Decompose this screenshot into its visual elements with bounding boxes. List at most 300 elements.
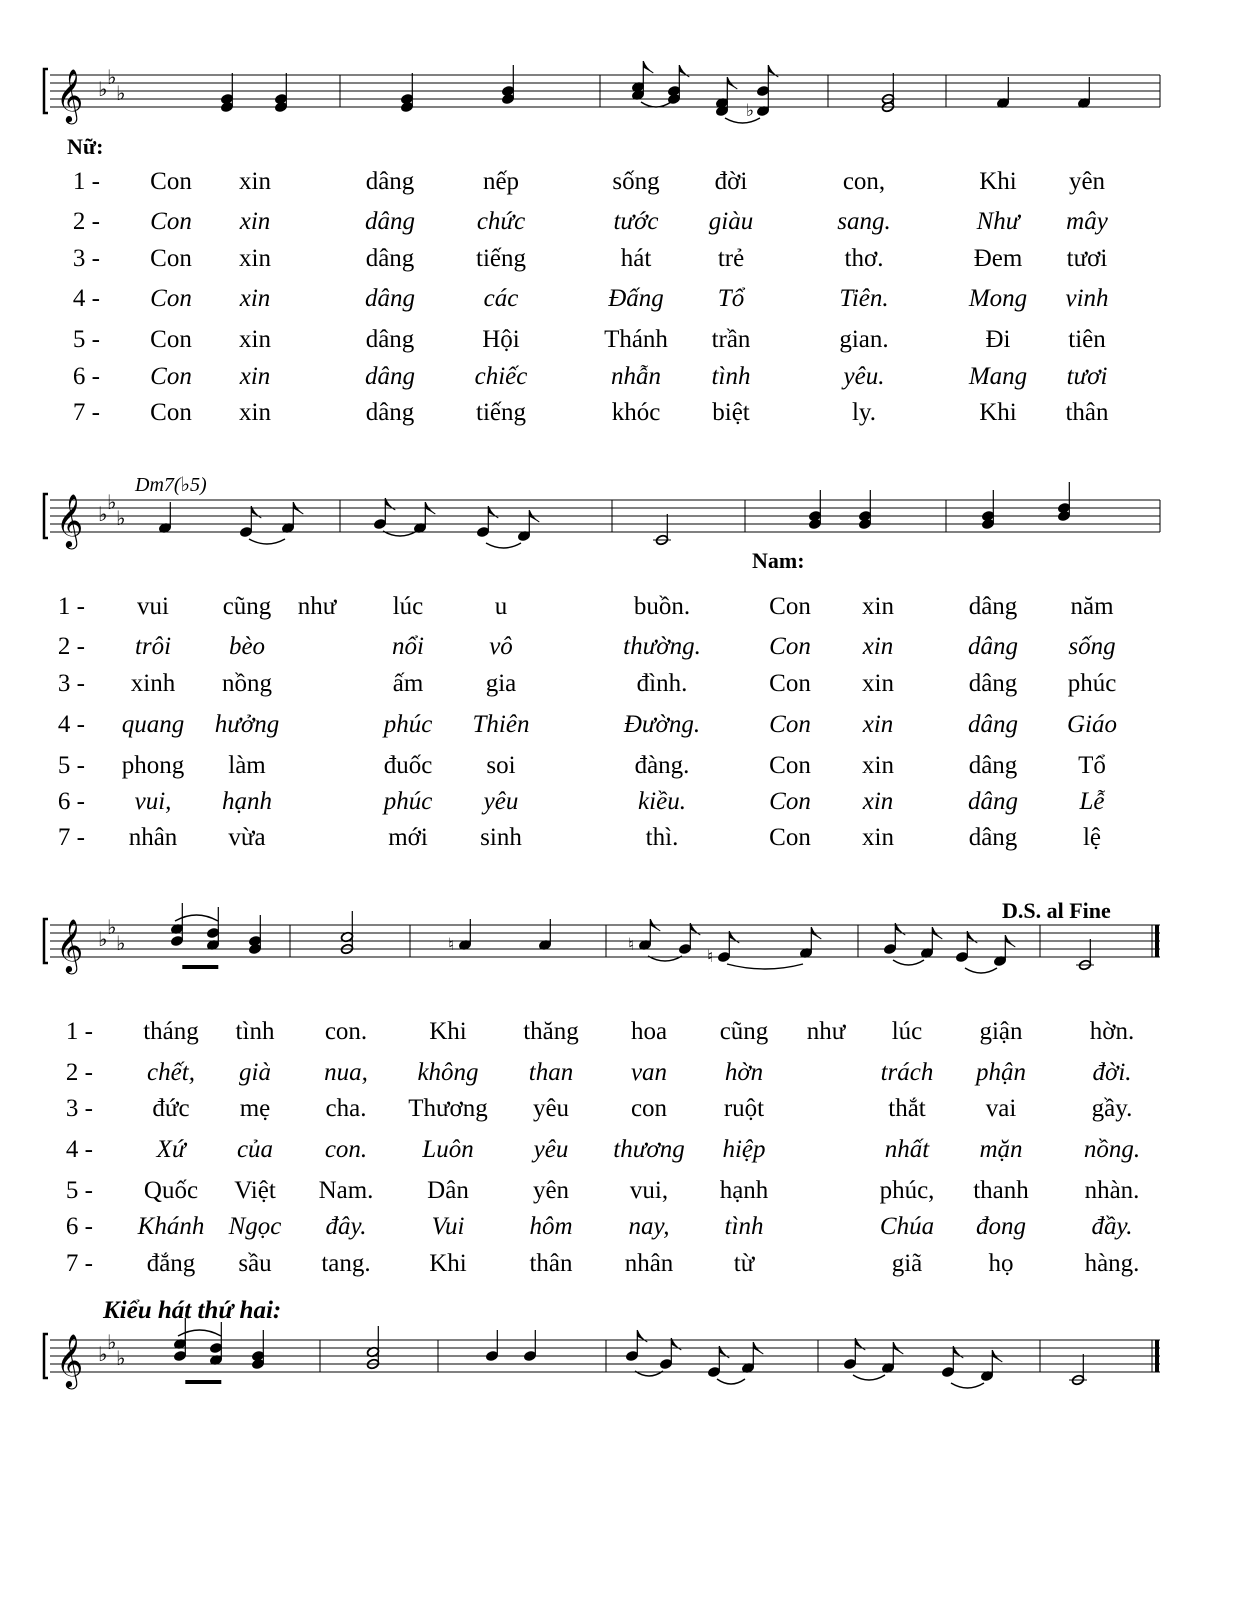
flat-icon: ♭	[107, 490, 117, 514]
natural-icon: ♮	[628, 935, 635, 955]
lyric-syllable: Khi	[979, 399, 1017, 426]
lyric-syllable: tình	[711, 363, 751, 390]
note	[448, 919, 472, 955]
note	[373, 498, 395, 530]
note	[1077, 77, 1090, 109]
notehead	[239, 526, 252, 537]
lyric-syllable: Mong	[968, 285, 1028, 312]
lyric-syllable: xin	[239, 245, 271, 272]
tie	[951, 1383, 984, 1388]
lyric-syllable: Con	[769, 752, 811, 779]
flat-icon: ♭	[107, 915, 117, 939]
lyric-syllable: xin	[862, 593, 894, 620]
verse-number: 2 -	[57, 633, 85, 660]
lyric-syllable: phong	[121, 752, 185, 779]
lyric-syllable: giàu	[708, 208, 754, 235]
lyric-syllable: nhân	[624, 1250, 674, 1277]
lyric-syllable: lúc	[392, 593, 424, 620]
note	[881, 1342, 903, 1374]
lyric-syllable: Khi	[429, 1018, 467, 1045]
tie	[893, 960, 924, 965]
lyric-syllable: gầy.	[1091, 1095, 1133, 1122]
lyric-syllable: nay,	[628, 1213, 670, 1240]
lyric-syllable: nhàn.	[1084, 1177, 1140, 1204]
lyric-syllable: chiếc	[474, 363, 528, 390]
note	[251, 1330, 264, 1370]
verse-number: 6 -	[57, 788, 85, 815]
staff-3	[40, 905, 1185, 1005]
lyric-syllable: Hội	[482, 326, 520, 353]
lyric-verse-3	[0, 1095, 1237, 1129]
note	[631, 61, 653, 101]
verse-number: 7 -	[72, 399, 100, 426]
note	[220, 73, 233, 113]
lyric-syllable: thân	[529, 1250, 573, 1277]
notehead	[625, 1350, 638, 1361]
lyric-syllable: Như	[976, 208, 1020, 235]
verse-number: 4 -	[65, 1136, 93, 1163]
verse-number: 6 -	[65, 1213, 93, 1240]
lyric-verse-5	[0, 752, 1237, 786]
lyric-syllable: hạnh	[719, 1177, 769, 1204]
flat-icon: ♭	[116, 81, 126, 105]
tie	[717, 1379, 745, 1384]
lyric-syllable: Dân	[427, 1177, 469, 1204]
tie	[725, 118, 760, 123]
lyric-syllable: thương	[613, 1136, 685, 1163]
lyric-verse-1	[0, 168, 1237, 202]
treble-clef-icon: 𝄞	[56, 1333, 84, 1387]
note	[808, 490, 821, 530]
lyric-syllable: cũng	[719, 1018, 769, 1045]
lyric-syllable: các	[483, 285, 519, 312]
note	[523, 1330, 536, 1362]
notehead	[373, 518, 386, 529]
lyric-syllable: như	[806, 1018, 846, 1045]
lyric-syllable: dâng	[968, 670, 1018, 697]
lyric-syllable: vui	[137, 593, 169, 620]
lyric-syllable: Tổ	[1078, 752, 1106, 779]
notehead	[209, 1342, 222, 1353]
lyric-syllable: tiếng	[476, 245, 526, 272]
label-female-voice: Nữ:	[67, 134, 104, 159]
notehead	[476, 526, 489, 537]
lyric-syllable: ruột	[723, 1095, 765, 1122]
lyric-syllable: Con	[769, 593, 811, 620]
note	[158, 502, 171, 534]
verse-number: 1 -	[57, 593, 85, 620]
lyric-syllable: hưởng	[214, 711, 280, 738]
lyric-syllable: vô	[489, 633, 513, 660]
lyric-syllable: vui,	[134, 788, 172, 815]
lyric-syllable: kiều.	[638, 788, 686, 815]
lyric-syllable: Con	[150, 285, 192, 312]
lyric-syllable: Mang	[968, 363, 1028, 390]
lyric-syllable: không	[417, 1059, 479, 1086]
lyric-syllable: xin	[862, 824, 894, 851]
lyric-syllable: Quốc	[143, 1177, 199, 1204]
lyric-syllable: hát	[620, 245, 652, 272]
notehead	[1057, 502, 1070, 513]
lyric-syllable: đây.	[325, 1213, 367, 1240]
lyric-syllable: Đi	[985, 326, 1011, 353]
lyric-syllable: dâng	[365, 168, 415, 195]
lyric-syllable: buồn.	[633, 593, 691, 620]
verse-number: 4 -	[72, 285, 100, 312]
flat-icon: ♭	[107, 65, 117, 89]
notehead	[274, 93, 287, 104]
note	[799, 927, 821, 959]
lyric-syllable: Đường.	[623, 711, 701, 738]
lyric-syllable: than	[528, 1059, 574, 1086]
verse-number: 5 -	[57, 752, 85, 779]
verse-number: 5 -	[65, 1177, 93, 1204]
label-male-voice: Nam:	[752, 548, 805, 573]
note	[209, 1322, 222, 1366]
second-style-heading: Kiểu hát thứ hai:	[103, 1297, 282, 1324]
lyric-syllable: tước	[613, 208, 659, 235]
note	[843, 1338, 865, 1370]
lyric-syllable: phúc	[1067, 670, 1117, 697]
lyric-syllable: xinh	[130, 670, 176, 697]
lyric-syllable: tang.	[321, 1250, 371, 1277]
lyric-syllable: con.	[324, 1136, 368, 1163]
lyric-verse-6	[0, 788, 1237, 822]
lyric-syllable: nhẫn	[611, 363, 661, 390]
lyric-syllable: xin	[239, 208, 271, 235]
note	[413, 502, 435, 534]
note	[653, 514, 671, 546]
lyric-syllable: biệt	[712, 399, 750, 426]
notehead	[883, 943, 896, 954]
notehead	[707, 1366, 720, 1377]
lyric-syllable: xin	[239, 363, 271, 390]
note	[746, 65, 778, 121]
notehead	[173, 1350, 186, 1361]
lyric-syllable: lệ	[1082, 824, 1102, 851]
lyric-syllable: con.	[324, 1018, 368, 1045]
verse-number: 2 -	[72, 208, 100, 235]
lyric-syllable: Chúa	[879, 1213, 935, 1240]
note	[281, 502, 303, 534]
treble-clef-icon: 𝄞	[56, 918, 84, 972]
lyric-syllable: vui,	[629, 1177, 669, 1204]
lyric-syllable: vinh	[1065, 285, 1109, 312]
note	[993, 935, 1015, 967]
lyric-syllable: trách	[880, 1059, 934, 1086]
lyric-syllable: sống	[612, 168, 660, 195]
lyric-syllable: tươi	[1066, 245, 1108, 272]
verse-number: 4 -	[57, 711, 85, 738]
note	[678, 923, 700, 955]
notehead	[756, 85, 769, 96]
lyric-syllable: yêu	[533, 1136, 569, 1163]
verse-number: 3 -	[65, 1095, 93, 1122]
tie	[853, 1375, 885, 1380]
lyric-syllable: nua,	[324, 1059, 368, 1086]
lyric-syllable: xin	[239, 326, 271, 353]
lyric-syllable: dâng	[968, 711, 1018, 738]
music-system-4	[40, 1320, 1185, 1420]
lyric-verse-6	[0, 1213, 1237, 1247]
lyric-syllable: hôm	[529, 1213, 573, 1240]
lyric-syllable: khóc	[611, 399, 661, 426]
treble-clef-icon: 𝄞	[56, 493, 84, 547]
note	[707, 1346, 729, 1378]
lyric-syllable: đình.	[636, 670, 688, 697]
lyric-syllable: trần	[711, 326, 751, 353]
verse-number: 3 -	[57, 670, 85, 697]
lyric-syllable: cũng	[222, 593, 272, 620]
lyric-syllable: xin	[862, 633, 894, 660]
lyric-syllable: quang	[121, 711, 185, 738]
lyric-syllable: tình	[724, 1213, 764, 1240]
lyric-syllable: Ngọc	[228, 1213, 282, 1240]
lyric-verse-4	[0, 285, 1237, 319]
lyric-syllable: hiệp	[722, 1136, 766, 1163]
lyric-syllable: yêu	[532, 1095, 570, 1122]
lyric-syllable: Đấng	[608, 285, 664, 312]
lyric-syllable: họ	[988, 1250, 1014, 1277]
flat-icon: ♭	[116, 506, 126, 530]
notehead	[220, 93, 233, 104]
flat-icon: ♭	[98, 502, 108, 526]
lyric-syllable: mẹ	[239, 1095, 271, 1122]
lyric-syllable: mặn	[979, 1136, 1023, 1163]
notehead	[981, 510, 994, 521]
lyric-syllable: tiên	[1068, 326, 1106, 353]
lyric-syllable: dâng	[365, 285, 415, 312]
lyric-syllable: Giáo	[1067, 711, 1117, 738]
lyric-syllable: thanh	[973, 1177, 1029, 1204]
notehead	[485, 1350, 498, 1361]
lyric-syllable: bèo	[228, 633, 266, 660]
lyric-syllable: Con	[150, 399, 192, 426]
staff-4	[40, 1320, 1185, 1420]
lyric-syllable: thân	[1065, 399, 1109, 426]
lyric-syllable: giã	[891, 1250, 923, 1277]
lyric-syllable: Con	[769, 633, 811, 660]
music-system-1	[40, 55, 1185, 155]
notehead	[170, 935, 183, 946]
lyric-syllable: xin	[862, 670, 894, 697]
lyric-syllable: dâng	[365, 208, 415, 235]
lyric-syllable: yên	[532, 1177, 570, 1204]
lyric-verse-5	[0, 1177, 1237, 1211]
lyric-syllable: dâng	[365, 399, 415, 426]
lyric-syllable: thường.	[623, 633, 701, 660]
lyric-syllable: dâng	[968, 593, 1018, 620]
verse-number: 6 -	[72, 363, 100, 390]
lyric-syllable: sang.	[837, 208, 891, 235]
lyric-syllable: phúc,	[879, 1177, 935, 1204]
lyric-syllable: đầy.	[1091, 1213, 1133, 1240]
lyric-syllable: Khánh	[137, 1213, 205, 1240]
lyric-verse-7	[0, 1250, 1237, 1284]
system-bracket	[44, 494, 48, 538]
notehead	[251, 1350, 264, 1361]
lyric-syllable: chức	[476, 208, 526, 235]
lyric-syllable: phận	[976, 1059, 1026, 1086]
ds-al-fine-marking: D.S. al Fine	[1002, 898, 1111, 923]
lyric-syllable: dâng	[968, 752, 1018, 779]
lyric-syllable: yêu	[483, 788, 519, 815]
lyric-syllable: Con	[769, 711, 811, 738]
flat-icon: ♭	[116, 931, 126, 955]
lyric-verse-2	[0, 208, 1237, 242]
lyric-syllable: dâng	[365, 363, 415, 390]
lyric-syllable: soi	[486, 752, 516, 779]
note	[659, 1338, 681, 1370]
lyric-syllable: xin	[862, 788, 894, 815]
slur	[178, 1330, 221, 1336]
note	[955, 931, 977, 963]
system-bracket	[44, 1334, 48, 1378]
lyric-syllable: hờn.	[1089, 1018, 1135, 1045]
lyric-syllable: Việt	[234, 1177, 276, 1204]
verse-number: 1 -	[72, 168, 100, 195]
lyric-syllable: tình	[235, 1018, 275, 1045]
lyric-syllable: Con	[769, 670, 811, 697]
flat-icon: ♭	[746, 101, 755, 121]
lyric-syllable: đàng.	[634, 752, 690, 779]
lyric-syllable: thăng	[523, 1018, 579, 1045]
lyric-syllable: đắng	[146, 1250, 196, 1277]
lyric-syllable: ly.	[851, 399, 877, 426]
lyric-syllable: Thánh	[604, 326, 668, 353]
lyric-syllable: phúc	[383, 788, 433, 815]
note	[248, 915, 261, 955]
lyric-syllable: xin	[239, 399, 271, 426]
staff-1	[40, 55, 1185, 155]
lyric-syllable: gian.	[839, 326, 889, 353]
note	[741, 1342, 763, 1374]
lyric-syllable: Khi	[979, 168, 1017, 195]
music-system-2	[40, 480, 1185, 580]
lyric-syllable: giận	[979, 1018, 1023, 1045]
tie	[727, 964, 803, 969]
lyric-syllable: thì.	[645, 824, 679, 851]
notehead	[206, 927, 219, 938]
slur	[175, 915, 218, 921]
lyric-syllable: hạnh	[222, 788, 272, 815]
lyric-syllable: sống	[1068, 633, 1116, 660]
lyric-syllable: Thiên	[472, 711, 530, 738]
natural-icon: ♮	[448, 935, 455, 955]
lyric-syllable: thắt	[888, 1095, 926, 1122]
note	[485, 1330, 498, 1362]
lyric-syllable: dâng	[365, 245, 415, 272]
flat-icon: ♭	[98, 927, 108, 951]
verse-number: 1 -	[65, 1018, 93, 1045]
lyric-syllable: con,	[842, 168, 886, 195]
lyric-syllable: Con	[150, 326, 192, 353]
lyric-syllable: yên	[1068, 168, 1106, 195]
lyric-syllable: già	[239, 1059, 271, 1086]
lyric-syllable: tiếng	[476, 399, 526, 426]
lyric-syllable: gia	[485, 670, 517, 697]
note	[476, 506, 498, 538]
lyric-syllable: đong	[976, 1213, 1026, 1240]
lyric-syllable: tươi	[1066, 363, 1108, 390]
lyric-syllable: yêu.	[843, 363, 885, 390]
note	[239, 506, 261, 538]
flag	[643, 61, 653, 73]
note	[883, 923, 905, 955]
lyric-syllable: làm	[228, 752, 266, 779]
lyric-syllable: xin	[239, 168, 271, 195]
note	[628, 919, 660, 955]
tie	[249, 539, 285, 544]
lyric-syllable: Lễ	[1079, 788, 1105, 815]
lyric-syllable: đời.	[1092, 1059, 1132, 1086]
natural-icon: ♮	[707, 947, 714, 967]
lyric-verse-4	[0, 711, 1237, 745]
lyric-syllable: phúc	[383, 711, 433, 738]
lyric-syllable: Con	[150, 168, 192, 195]
lyric-syllable: Con	[150, 363, 192, 390]
verse-number: 7 -	[57, 824, 85, 851]
lyric-syllable: nồng	[222, 670, 272, 697]
notehead	[843, 1358, 856, 1369]
lyric-syllable: van	[630, 1059, 668, 1086]
lyric-syllable: Nam.	[318, 1177, 374, 1204]
note	[981, 490, 994, 530]
lyric-syllable: đuốc	[383, 752, 433, 779]
notehead	[678, 943, 691, 954]
lyric-syllable: Khi	[429, 1250, 467, 1277]
music-system-3	[40, 905, 1185, 1005]
lyric-syllable: hoa	[630, 1018, 668, 1045]
lyric-syllable: dâng	[968, 633, 1018, 660]
notehead	[659, 1358, 672, 1369]
lyric-syllable: lúc	[891, 1018, 923, 1045]
note	[920, 927, 942, 959]
lyric-syllable: cha.	[325, 1095, 367, 1122]
staff-2	[40, 480, 1185, 580]
lyric-syllable: Tiên.	[839, 285, 889, 312]
note	[517, 510, 539, 542]
verse-number: 3 -	[72, 245, 100, 272]
note	[274, 73, 287, 113]
lyric-syllable: tháng	[143, 1018, 199, 1045]
lyric-syllable: trẻ	[717, 245, 745, 272]
note	[501, 65, 514, 105]
lyric-syllable: nếp	[482, 168, 520, 195]
note	[1076, 939, 1094, 971]
note	[1069, 1354, 1087, 1386]
flat-icon: ♭	[107, 1330, 117, 1354]
verse-number: 7 -	[65, 1250, 93, 1277]
lyric-syllable: Xứ	[156, 1136, 186, 1163]
lyric-syllable: xin	[862, 752, 894, 779]
lyric-verse-6	[0, 363, 1237, 397]
notehead	[501, 85, 514, 96]
lyric-syllable: xin	[862, 711, 894, 738]
lyric-verse-3	[0, 245, 1237, 279]
note	[941, 1346, 963, 1378]
lyric-syllable: chết,	[147, 1059, 195, 1086]
note	[980, 1350, 1002, 1382]
lyric-syllable: con	[630, 1095, 668, 1122]
note	[538, 919, 551, 951]
lyric-syllable: hờn	[724, 1059, 764, 1086]
lyric-syllable: dâng	[968, 824, 1018, 851]
note	[206, 907, 219, 951]
lyric-syllable: u	[494, 593, 508, 620]
lyric-verse-4	[0, 1136, 1237, 1170]
note	[1057, 482, 1070, 522]
